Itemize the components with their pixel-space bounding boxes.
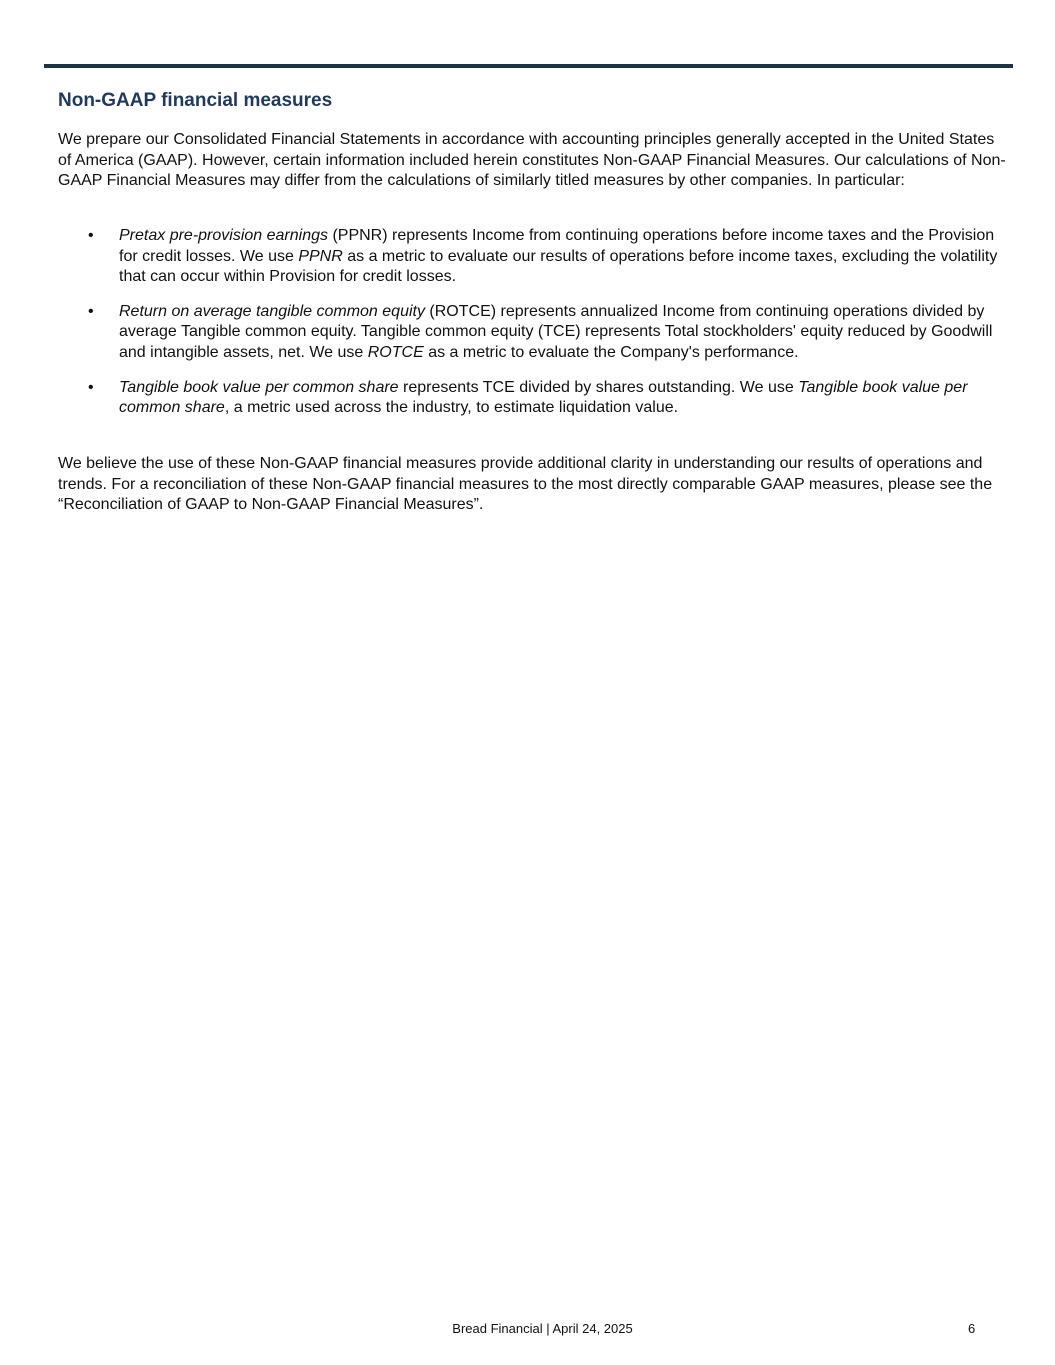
closing-paragraph: We believe the use of these Non-GAAP financial measures provide additional clarity in understanding our results of operations and trends. For a reconciliation of these Non-GAAP financial measures to the most directly comparable GAAP measures, please see the “Reconciliation of GAAP to Non-GAAP Financial Measures”. (58, 455, 993, 514)
header-rule (44, 64, 1013, 68)
definition-text: as a metric to evaluate the Company's performance. (423, 343, 799, 361)
section-title: Non-GAAP financial measures (58, 90, 333, 111)
term-tbvps: Tangible book value per common share (119, 378, 399, 396)
page-number: 6 (968, 1321, 976, 1336)
definition-text: as a metric to evaluate our results of operations before income taxes, excluding the volatility that can occur within Provision for credit losses. (119, 247, 998, 286)
term-ppnr: Pretax pre-provision earnings (119, 227, 328, 244)
term-rotce: Return on average tangible common equity (119, 302, 425, 320)
list-item-tbvps (58, 378, 1008, 419)
term-abbrev: PPNR (298, 247, 343, 265)
definition-text: represents TCE divided by shares outstanding. We use (398, 378, 799, 396)
intro-paragraph: We prepare our Consolidated Financial Statements in accordance with accounting principles generally accepted in the United States of America (GAAP). However, certain information included herein constitutes Non-GAAP Financial Measures. Our calculations of Non-GAAP Financial Measures may differ from the calculations of similarly titled measures by other companies. In particular: (58, 131, 1006, 190)
list-item-ppnr (58, 226, 1008, 288)
term-abbrev: ROTCE (367, 343, 424, 361)
term-abbrev: Tangible book value per common share (119, 378, 968, 417)
definition-text: (PPNR) represents Income from continuing operations before income taxes and the Provision for credit losses. We use (119, 227, 995, 265)
definition-text: (ROTCE) represents annualized Income from continuing operations divided by average Tangible common equity. Tangible common equity (TCE) represents Total stockholders' equity reduced by Goodwill and intangible assets, net. We use (119, 302, 993, 361)
definitions-list (58, 226, 1008, 433)
bullet-icon: • (88, 227, 94, 244)
definition-text: , a metric used across the industry, to estimate liquidation value. (224, 399, 679, 417)
bullet-icon: • (88, 378, 94, 396)
list-item-rotce (58, 302, 1008, 364)
footer-text: Bread Financial | April 24, 2025 (452, 1321, 633, 1336)
bullet-icon: • (88, 302, 94, 320)
